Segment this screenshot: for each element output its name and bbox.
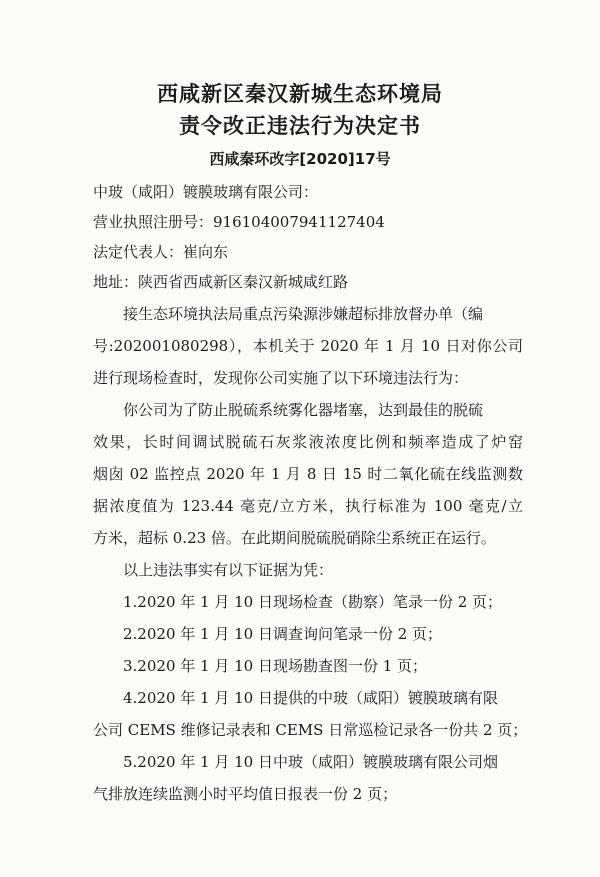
recipient: 中玻（咸阳）镀膜玻璃有限公司： [93,183,319,201]
evidence-item-4-line2: 公司 CEMS 维修记录表和 CEMS 日常巡检记录各一份共 2 页； [93,721,528,739]
evidence-item-1: 1.2020 年 1 月 10 日现场检查（勘察）笔录一份 2 页； [123,593,503,611]
para2-line2: 效果，长时间调试脱硫石灰浆液浓度比例和频率造成了炉窑 [93,433,523,451]
para1-line2: 号:202001080298），本机关于 2020 年 1 月 10 日对你公司 [93,337,523,355]
para2-line1: 你公司为了防止脱硫系统雾化器堵塞，达到最佳的脱硫 [123,401,484,419]
evidence-item-2: 2.2020 年 1 月 10 日调查询问笔录一份 2 页； [123,625,443,643]
evidence-item-5-line2: 气排放连续监测小时平均值日报表一份 2 页； [93,785,398,803]
para1-line1: 接生态环境执法局重点污染源涉嫌超标排放督办单（编 [123,305,484,323]
agency-title: 西咸新区秦汉新城生态环境局 [157,82,443,106]
para2-line3: 烟囱 02 监控点 2020 年 1 月 8 日 15 时二氧化硫在线监测数 [93,465,523,483]
document-number: 西咸秦环改字[2020]17号 [209,150,391,168]
evidence-item-5-line1: 5.2020 年 1 月 10 日中玻（咸阳）镀膜玻璃有限公司烟 [123,753,498,771]
evidence-item-3: 3.2020 年 1 月 10 日现场勘查图一份 1 页； [123,657,428,675]
evidence-item-4-line1: 4.2020 年 1 月 10 日提供的中玻（咸阳）镀膜玻璃有限 [123,689,498,707]
para2-line5: 方米，超标 0.23 倍。在此期间脱硫脱硝除尘系统正在运行。 [93,529,496,547]
legal-representative: 法定代表人：崔向东 [93,243,229,261]
license-number: 营业执照注册号：916104007941127404 [93,213,385,231]
address: 地址：陕西省西咸新区秦汉新城咸红路 [93,273,349,291]
evidence-intro: 以上违法事实有以下证据为凭： [123,561,334,579]
para1-line3: 进行现场检查时，发现你公司实施了以下环境违法行为： [93,369,469,387]
para2-line4: 据浓度值为 123.44 毫克/立方米，执行标准为 100 毫克/立 [93,497,523,515]
document-title: 责令改正违法行为决定书 [179,114,421,138]
